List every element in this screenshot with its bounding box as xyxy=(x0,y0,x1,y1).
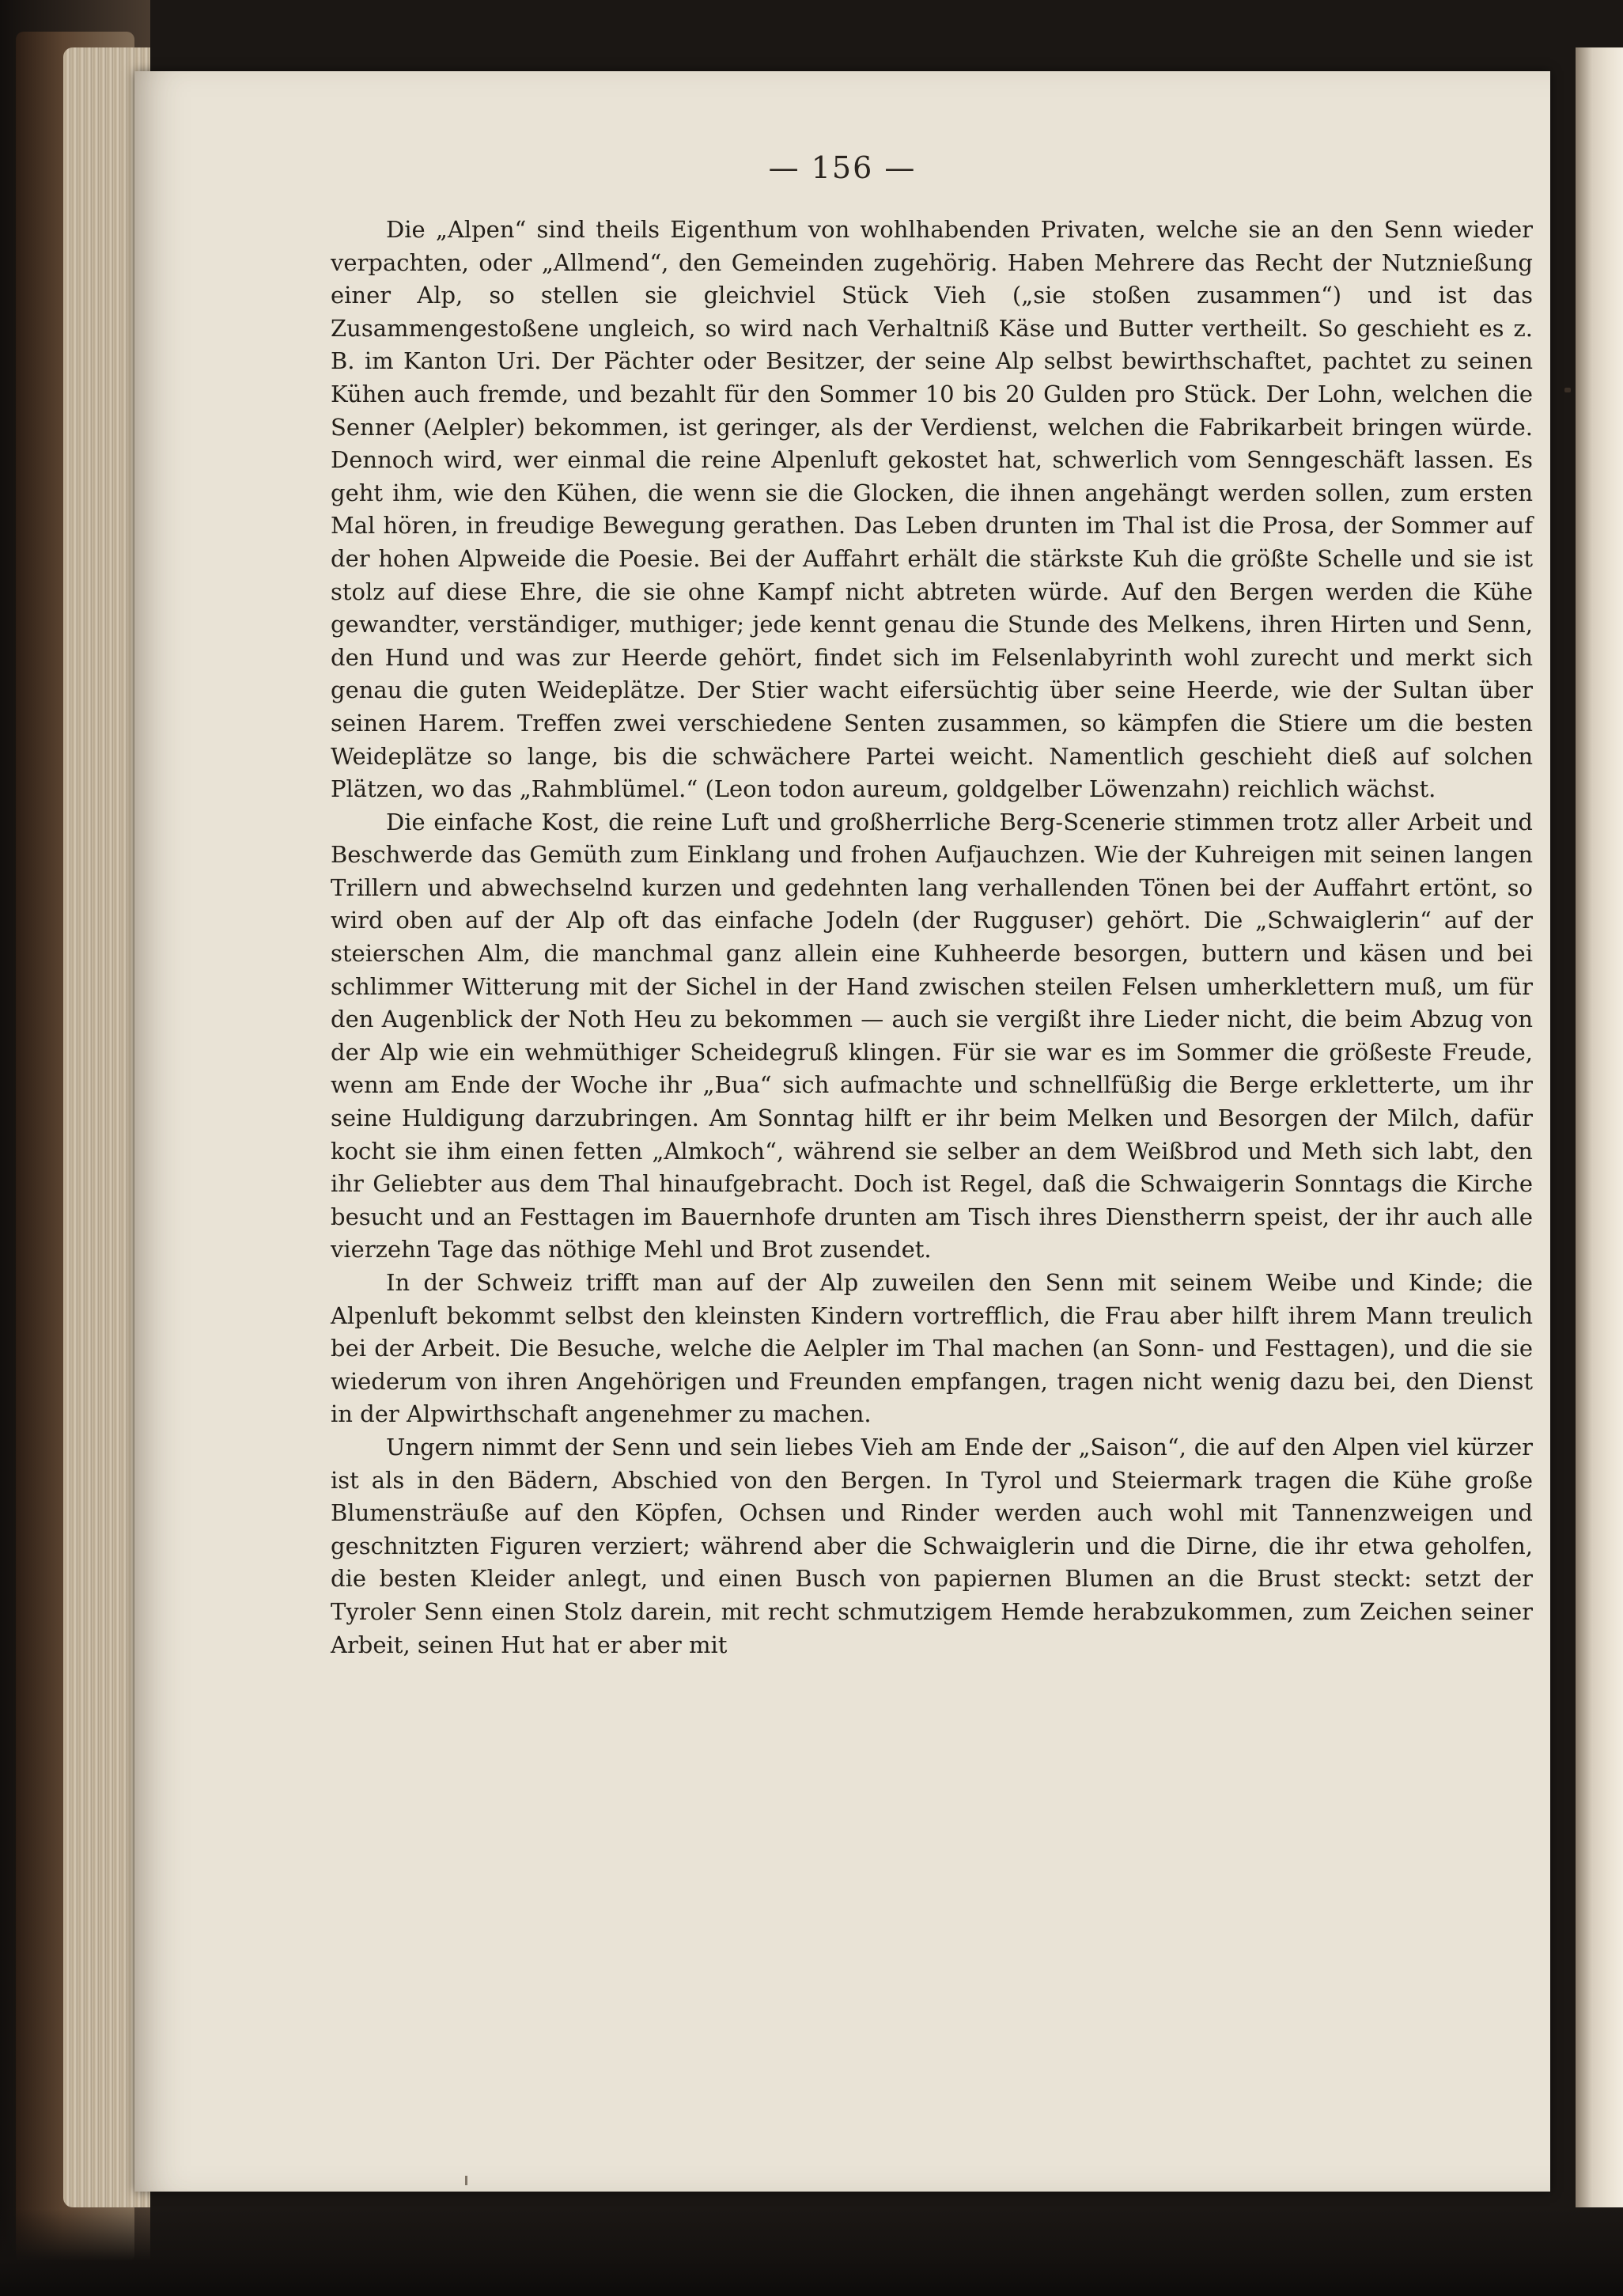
stray-mark xyxy=(465,2176,467,2185)
background-bottom xyxy=(0,2209,1623,2296)
page-edges-right xyxy=(1576,47,1623,2207)
paragraph-4: Ungern nimmt der Senn und sein liebes Vieh am Ende der „Saison“, die auf den Alpen viel kürzer ist als in den Bädern, Abschied von den Bergen. In Tyrol und Steiermark tragen die Kühe große Blumensträuße auf den Köpfen, Ochsen und Rinder werden auch wohl mit Tannenzweigen und geschnitzten Figuren verziert; während aber die Schwaiglerin und die Dirne, die ihr etwa geholfen, die besten Kleider anlegt, und einen Busch von papiernen Blumen an die Brust steckt: setzt der Tyroler Senn einen Stolz darein, mit recht schmutzigem Hemde herabzukommen, zum Zeichen seiner Arbeit, seinen Hut hat er aber mit xyxy=(331,1433,1533,1658)
paragraph-3: In der Schweiz trifft man auf der Alp zuweilen den Senn mit seinem Weibe und Kinde; die Alpenluft bekommt selbst den kleinsten Kindern vortrefflich, die Frau aber hilft ihrem Mann treulich bei der Arbeit. Die Besuche, welche die Aelpler im Thal machen (an Sonn- und Festtagen), und die sie wiederum von ihren Angehörigen und Freunden empfangen, tragen nicht wenig dazu bei, den Dienst in der Alpwirthschaft angenehmer zu machen. xyxy=(331,1269,1533,1428)
book-page xyxy=(134,71,1550,2192)
page-number: — 156 — xyxy=(768,150,917,185)
body-text xyxy=(331,214,1533,1661)
paragraph-1: Die „Alpen“ sind theils Eigenthum von wohlhabenden Privaten, welche sie an den Senn wieder verpachten, oder „Allmend“, den Gemeinden zugehörig. Haben Mehrere das Recht der Nutznießung einer Alp, so stellen sie gleichviel Stück Vieh („sie stoßen zusammen“) und ist das Zusammengestoßene ungleich, so wird nach Verhaltniß Käse und Butter vertheilt. So geschieht es z. B. im Kanton Uri. Der Pächter oder Besitzer, der seine Alp selbst bewirthschaftet, pachtet zu seinen Kühen auch fremde, und bezahlt für den Sommer 10 bis 20 Gulden pro Stück. Der Lohn, welchen die Senner (Aelpler) bekommen, ist geringer, als der Verdienst, welchen die Fabrikarbeit bringen würde. Dennoch wird, wer einmal die reine Alpenluft gekostet hat, schwerlich vom Senngeschäft lassen. Es geht ihm, wie den Kühen, die wenn sie die Glocken, die ihnen angehängt werden sollen, zum ersten Mal hören, in freudige Bewegung gerathen. Das Leben drunten im Thal ist die Prosa, der Sommer auf der hohen Alpweide die Poesie. Bei der Auffahrt erhält die stärkste Kuh die größte Schelle und sie ist stolz auf diese Ehre, die sie ohne Kampf nicht abtreten würde. Auf den Bergen werden die Kühe gewandter, verständiger, muthiger; jede kennt genau die Stunde des Melkens, ihren Hirten und Senn, den Hund und was zur Heerde gehört, findet sich im Felsenlabyrinth wohl zurecht und merkt sich genau die guten Weideplätze. Der Stier wacht eifersüchtig über seine Heerde, wie der Sultan über seinen Harem. Treffen zwei verschiedene Senten zusammen, so kämpfen die Stiere um die besten Weideplätze so lange, bis die schwächere Partei weicht. Namentlich geschieht dieß auf solchen Plätzen, wo das „Rahmblümel.“ (Leon todon aureum, goldgelber Löwenzahn) reichlich wächst. xyxy=(331,216,1533,803)
paragraph-2: Die einfache Kost, die reine Luft und großherrliche Berg-Scenerie stimmen trotz aller Arbeit und Beschwerde das Gemüth zum Einklang und frohen Aufjauchzen. Wie der Kuhreigen mit seinen langen Trillern und abwechselnd kurzen und gedehnten lang verhallenden Tönen bei der Auffahrt ertönt, so wird oben auf der Alp oft das einfache Jodeln (der Rugguser) gehört. Die „Schwaiglerin“ auf der steierschen Alm, die manchmal ganz allein eine Kuhheerde besorgen, buttern und käsen und bei schlimmer Witterung mit der Sichel in der Hand zwischen steilen Felsen umherklettern muß, um für den Augenblick der Noth Heu zu bekommen — auch sie vergißt ihre Lieder nicht, die beim Abzug von der Alp wie ein wehmüthiger Scheidegruß klingen. Für sie war es im Sommer die größeste Freude, wenn am Ende der Woche ihr „Bua“ sich aufmachte und schnellfüßig die Berge erkletterte, um ihr seine Huldigung darzubringen. Am Sonntag hilft er ihr beim Melken und Besorgen der Milch, dafür kocht sie ihm einen fetten „Almkoch“, während sie selber an dem Weißbrod und Meth sich labt, den ihr Geliebter aus dem Thal hinaufgebracht. Doch ist Regel, daß die Schwaigerin Sonntags die Kirche besucht und an Festtagen im Bauernhofe drunten am Tisch ihres Dienstherrn speist, der ihr auch alle vierzehn Tage das nöthige Mehl und Brot zusendet. xyxy=(331,808,1533,1264)
margin-mark xyxy=(1564,388,1571,392)
